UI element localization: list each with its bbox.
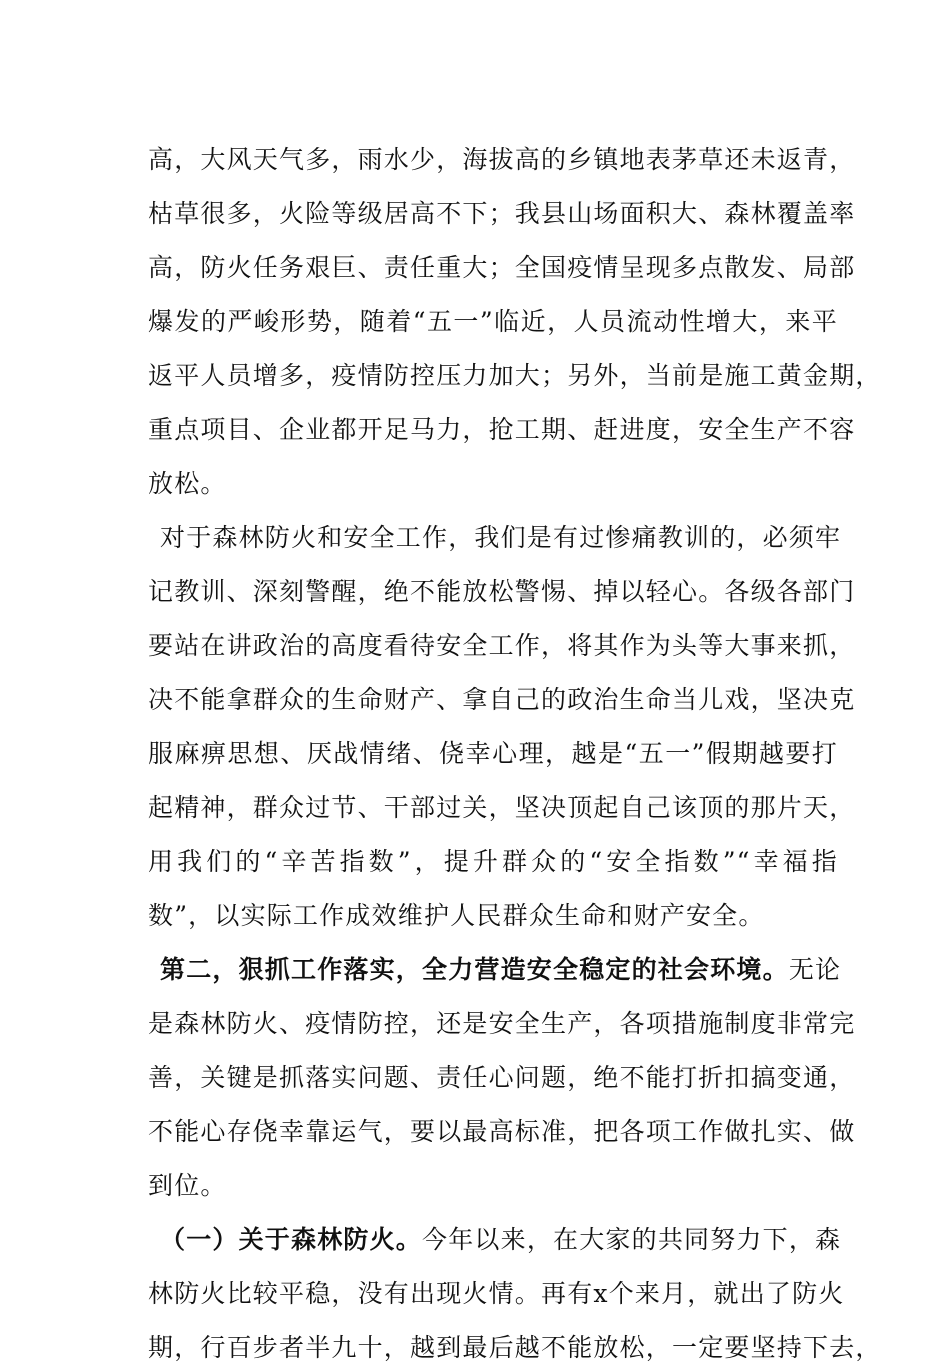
text-line: 服麻痹思想、厌战情绪、侥幸心理，越是“五一”假期越要打 bbox=[148, 739, 838, 768]
text-line: 重点项目、企业都开足马力，抢工期、赶进度，安全生产不容 bbox=[148, 415, 856, 444]
text-run: 今年以来，在大家的共同努力下，森 bbox=[422, 1225, 842, 1254]
text-line: 枯草很多，火险等级居高不下；我县山场面积大、森林覆盖率 bbox=[148, 199, 856, 228]
text-line: 是森林防火、疫情防控，还是安全生产，各项措施制度非常完 bbox=[148, 1009, 856, 1038]
text-line: 到位。 bbox=[148, 1171, 227, 1200]
text-run: 无论 bbox=[788, 955, 842, 984]
text-line: 要站在讲政治的高度看待安全工作，将其作为头等大事来抓， bbox=[148, 631, 856, 660]
text-line: 记教训、深刻警醒，绝不能放松警惕、掉以轻心。各级各部门 bbox=[148, 577, 856, 606]
text-line: 数”，以实际工作成效维护人民群众生命和财产安全。 bbox=[148, 901, 765, 930]
text-line: 高，大风天气多，雨水少，海拔高的乡镇地表茅草还未返青， bbox=[148, 145, 856, 174]
text-line: 放松。 bbox=[148, 469, 227, 498]
text-line: 高，防火任务艰巨、责任重大；全国疫情呈现多点散发、局部 bbox=[148, 253, 856, 282]
section-heading: 第二，狠抓工作落实，全力营造安全稳定的社会环境。 bbox=[160, 955, 789, 984]
text-line: 对于森林防火和安全工作，我们是有过惨痛教训的，必须牢 bbox=[160, 523, 842, 552]
text-line: 决不能拿群众的生命财产、拿自己的政治生命当儿戏，坚决克 bbox=[148, 685, 856, 714]
paragraph-heading-line bbox=[160, 950, 842, 990]
text-line: 善，关键是抓落实问题、责任心问题，绝不能打折扣搞变通， bbox=[148, 1063, 856, 1092]
paragraph-heading-line bbox=[160, 1220, 842, 1260]
text-line: 起精神，群众过节、干部过关，坚决顶起自己该顶的那片天， bbox=[148, 793, 856, 822]
text-line: 返平人员增多，疫情防控压力加大；另外，当前是施工黄金期， bbox=[148, 361, 882, 390]
text-line: 用我们的“辛苦指数”，提升群众的“安全指数”“幸福指 bbox=[148, 847, 838, 876]
text-line: 林防火比较平稳，没有出现火情。再有x个来月，就出了防火 bbox=[148, 1279, 845, 1308]
text-line: 期，行百步者半九十，越到最后越不能放松，一定要坚持下去， bbox=[148, 1333, 882, 1362]
text-line: 不能心存侥幸靠运气，要以最高标准，把各项工作做扎实、做 bbox=[148, 1117, 856, 1146]
subsection-heading: （一）关于森林防火。 bbox=[160, 1225, 423, 1254]
text-line: 爆发的严峻形势，随着“五一”临近，人员流动性增大，来平 bbox=[148, 307, 838, 336]
